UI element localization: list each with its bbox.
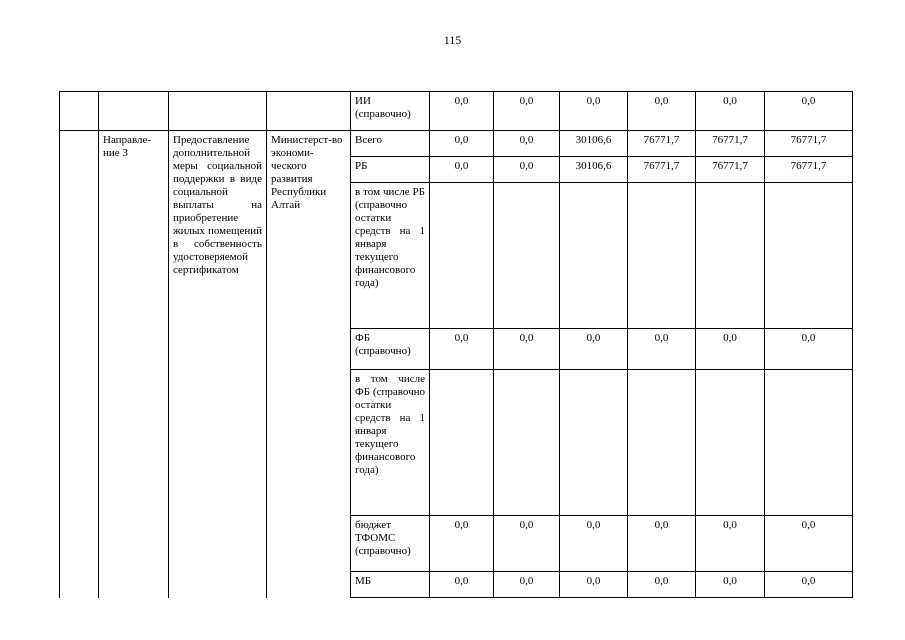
value-cell: 0,0 xyxy=(628,516,696,572)
page-number: 115 xyxy=(443,33,462,47)
cell-empty xyxy=(99,92,169,131)
value-cell: 0,0 xyxy=(628,329,696,370)
value-cell xyxy=(765,183,853,329)
value-cell: 0,0 xyxy=(560,92,628,131)
cell-empty xyxy=(267,92,351,131)
value-cell: 30106,6 xyxy=(560,157,628,183)
value-cell: 0,0 xyxy=(430,131,494,157)
value-cell xyxy=(628,370,696,516)
direction-description: Предоставление дополнительной меры социальной поддержки в виде социальной выплаты на приобретение жилых помещений в собственность удостоверяемой сертификатом xyxy=(169,131,267,598)
value-cell: 0,0 xyxy=(765,329,853,370)
value-cell xyxy=(430,183,494,329)
value-cell xyxy=(494,183,560,329)
value-cell: 0,0 xyxy=(765,516,853,572)
value-cell: 0,0 xyxy=(430,516,494,572)
value-cell xyxy=(430,370,494,516)
value-cell: 0,0 xyxy=(430,572,494,598)
value-cell: 0,0 xyxy=(628,572,696,598)
value-cell: 0,0 xyxy=(696,92,765,131)
source-cell: Всего xyxy=(351,131,430,157)
value-cell: 76771,7 xyxy=(628,131,696,157)
value-cell xyxy=(560,370,628,516)
value-cell xyxy=(765,370,853,516)
value-cell: 0,0 xyxy=(494,157,560,183)
value-cell: 0,0 xyxy=(765,92,853,131)
value-cell: 0,0 xyxy=(765,572,853,598)
value-cell: 76771,7 xyxy=(765,157,853,183)
cell-empty xyxy=(60,92,99,131)
table-row-top xyxy=(60,92,853,131)
value-cell: 0,0 xyxy=(430,329,494,370)
value-cell: 0,0 xyxy=(494,572,560,598)
source-cell: в том числе ФБ (справочно остатки средств на 1 января текущего финансового года) xyxy=(351,370,430,516)
value-cell: 0,0 xyxy=(430,92,494,131)
value-cell: 0,0 xyxy=(628,92,696,131)
value-cell: 76771,7 xyxy=(765,131,853,157)
value-cell xyxy=(494,370,560,516)
cell-empty xyxy=(169,92,267,131)
table-row xyxy=(60,131,853,157)
value-cell: 0,0 xyxy=(696,572,765,598)
value-cell: 0,0 xyxy=(494,329,560,370)
funding-table xyxy=(59,91,853,598)
direction-executor: Министерст-во экономи-ческого развития Республики Алтай xyxy=(267,131,351,598)
source-cell: МБ xyxy=(351,572,430,598)
direction-label: Направле-ние 3 xyxy=(99,131,169,598)
source-cell: ФБ (справочно) xyxy=(351,329,430,370)
value-cell: 76771,7 xyxy=(696,131,765,157)
value-cell: 76771,7 xyxy=(628,157,696,183)
source-cell: в том числе РБ (справочно остатки средств на 1 января текущего финансового года) xyxy=(351,183,430,329)
source-cell: РБ xyxy=(351,157,430,183)
value-cell: 0,0 xyxy=(696,329,765,370)
value-cell: 76771,7 xyxy=(696,157,765,183)
value-cell xyxy=(560,183,628,329)
value-cell: 0,0 xyxy=(560,329,628,370)
cell-empty xyxy=(60,131,99,598)
value-cell xyxy=(696,370,765,516)
value-cell: 0,0 xyxy=(494,516,560,572)
value-cell: 0,0 xyxy=(494,131,560,157)
source-cell: бюджет ТФОМС (справочно) xyxy=(351,516,430,572)
value-cell: 0,0 xyxy=(494,92,560,131)
value-cell: 0,0 xyxy=(430,157,494,183)
value-cell xyxy=(696,183,765,329)
value-cell xyxy=(628,183,696,329)
value-cell: 0,0 xyxy=(696,516,765,572)
value-cell: 0,0 xyxy=(560,572,628,598)
value-cell: 30106,6 xyxy=(560,131,628,157)
value-cell: 0,0 xyxy=(560,516,628,572)
source-cell: ИИ (справочно) xyxy=(351,92,430,131)
